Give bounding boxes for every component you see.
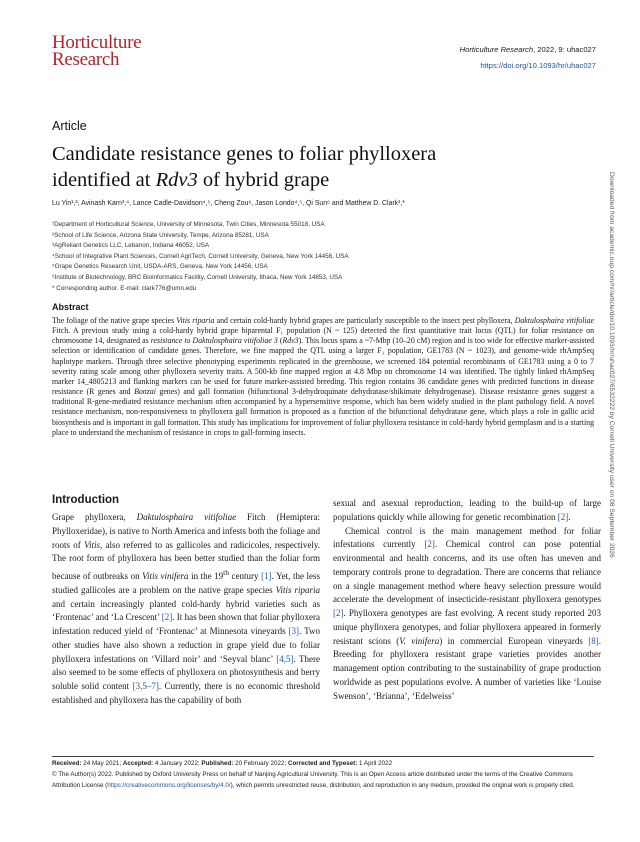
abstract-heading: Abstract xyxy=(52,302,89,312)
citation-link[interactable]: [2] xyxy=(557,511,569,522)
license-link[interactable]: https://creativecommons.org/licenses/by/4.0/ xyxy=(107,781,231,789)
article-title xyxy=(52,141,532,193)
affiliation-item: ³AgReliant Genetics LLC, Lebanon, Indiana 46052, USA xyxy=(52,242,210,250)
journal-volume: , 2022, 9: uhac027 xyxy=(533,45,596,54)
corresponding-author: * Corresponding author. E-mail: clark776@umn.edu xyxy=(52,284,197,292)
footer-divider xyxy=(52,756,594,757)
publication-dates: Received: 24 May 2021; Accepted: 4 January 2022; Published: 20 February 2022; Corrected and Typeset: 1 April 2022 xyxy=(52,760,393,767)
citation-link[interactable]: [4,5] xyxy=(276,653,294,664)
title-gene-name: Rdv3 xyxy=(155,169,198,191)
affiliation-item: ¹Department of Horticultural Science, University of Minnesota, Twin Cities, Minnesota 55018, USA xyxy=(52,221,325,228)
citation-link[interactable]: [8] xyxy=(588,635,599,646)
journal-logo xyxy=(52,34,141,68)
body-column-right xyxy=(333,497,601,703)
author-list: Lu Yin¹,², Avinash Karn³,⁴, Lance Cadle-Davidson⁴,⁵, Cheng Zou⁶, Jason Londo⁴,⁵, Qi Sun⁶ and Matthew D. Clark¹,* xyxy=(52,200,405,207)
logo-line-2: Research xyxy=(52,49,120,70)
citation-link[interactable]: [2] xyxy=(424,539,435,550)
download-watermark xyxy=(610,172,628,642)
affiliation-item: ⁵Grape Genetics Research Unit, USDA-ARS, Geneva, New York 14456, USA xyxy=(52,263,268,271)
article-type-label: Article xyxy=(52,119,87,133)
body-column-left xyxy=(52,511,320,708)
affiliation-item: ⁴School of Integrative Plant Sciences, Cornell AgriTech, Cornell University, Geneva, New York 14456, USA xyxy=(52,252,349,260)
paragraph: Grape phylloxera, Daktulosphaira vitifoliae Fitch (Hemiptera: Phylloxeridae), is native to North America and infests both the foliage and roots of Vitis, also referred to as gallicoles and radicicoles, respectively. The root form of phylloxera has been better studied than the foliar form because of outbreaks on Vitis vinifera in the 19th century [1]. Yet, the less studied gallicoles are a problem on the native grape species Vitis riparia and certain increasingly planted cold-hardy hybrid varieties such as ‘Frontenac’ and ‘La Crescent’ [2]. It has been shown that foliar phylloxera infestation reduced yield of ‘Frontenac’ at Minnesota vineyards [3]. Two other studies have also shown a reduction in grape yield due to foliar phylloxera infestations on ‘Villard noir’ and ‘Seyval blanc’ [4,5]. There also seemed to be some effects of phylloxera on photosynthesis and berry soluble solid content [3,5–7]. Currently, there is no economic threshold established and phylloxera has the capability of both xyxy=(52,512,321,705)
download-notice: Downloaded from academic.oup.com/hr/article/doi/10.1093/hr/uhac027/6532222 by Cornell University user on 08 September 2026 xyxy=(608,172,615,558)
paragraph: sexual and asexual reproduction, leading to the build-up of large populations quickly while allowing for genetic recombination [2]. xyxy=(333,498,601,522)
title-line-1: Candidate resistance genes to foliar phylloxera xyxy=(52,143,437,165)
citation-link[interactable]: [1] xyxy=(261,571,272,581)
title-text: identified at xyxy=(52,169,156,191)
journal-citation xyxy=(460,42,596,74)
copyright-notice: © The Author(s) 2022. Published by Oxford University Press on behalf of Nanjing Agricultural University. This is an Open Access article distributed under the terms of the Creative Commons Attribution License (https://creativecommons.org/licenses/by/4.0/), which permits unrestricted reuse, distribution, and reproduction in any medium, provided the original work is properly cited. xyxy=(52,771,575,789)
affiliation-item: ²School of Life Science, Arizona State University, Tempe, Arizona 85281, USA xyxy=(52,231,269,239)
logo-line-1: Horticulture xyxy=(52,32,142,53)
doi-link[interactable]: https://doi.org/10.1093/hr/uhac027 xyxy=(480,61,596,70)
paragraph: Chemical control is the main management method for foliar infestations currently [2]. Chemical control can pose potential environmental and health concerns, and its use often has uneven and temporary controls prone to degradation. There are concerns that reliance on a single management method where heavy selection pressure would accelerate the development of insecticide-resistant phylloxera genotypes [2]. Phylloxera genotypes are fast evolving. A recent study reported 203 unique phylloxera genotypes, and foliar phylloxera appeared in formerly resistant scions (V. vinifera) in commercial European vineyards [8]. Breeding for phylloxera resistant grape varieties provides another management option contributing to the sustainability of grape production worldwide as pest populations evolve. A number of varieties like ‘Louise Swenson’, ‘Brianna’, ‘Edelweiss’ xyxy=(333,525,601,701)
citation-link[interactable]: [2] xyxy=(333,608,344,618)
publication-footer xyxy=(52,759,594,791)
journal-name: Horticulture Research xyxy=(459,45,534,54)
citation-link[interactable]: [3,5–7] xyxy=(132,681,159,691)
affiliations xyxy=(52,220,592,294)
introduction-heading: Introduction xyxy=(52,494,120,506)
citation-link[interactable]: [3] xyxy=(288,626,300,636)
citation-link[interactable]: [2] xyxy=(161,612,173,623)
title-text-end: of hybrid grape xyxy=(197,169,330,191)
abstract-text: The foliage of the native grape species Vitis riparia and certain cold-hardy hybrid grapes are particularly susceptible to the insect pest phylloxera, Daktulosphaira vitifoliae Fitch. A previous study using a cold-hardy hybrid grape biparental F₁ population (N ~ 125) detected the first quantitative trait locus (QTL) for foliar resistance on chromosome 14, designated as resistance to Daktulosphaira vitifoliae 3 (Rdv3). This locus spans a ~7-Mbp (10–20 cM) region and is too wide for effective marker-assisted selection or identification of candidate genes. Therefore, we fine mapped the QTL using a larger F₁ population, GE1783 (N ~ 1023), and genome-wide rhAmpSeq haplotype markers. Through three selective phenotyping experiments replicated in the greenhouse, we screened 184 potential recombinants of GE1783 using a 0 to 7 severity rating scale among other phylloxera severity traits. A 500-kb fine mapped region at 4.8 Mbp on chromosome 14 was identified. The tightly linked rhAmpSeq marker 14_4805213 and flanking markers can be used for future marker-assisted breeding. This region contains 36 candidate genes with predicted functions in disease resistance (R genes and Bonzai genes) and gall formation (bifunctional 3-dehydroquinate dehydratase/shikimate dehydrogenase). Disease resistance genes suggest a traditional R-gene-mediated resistance mechanism often accompanied by a hypersensitive response, which has been widely studied in the plant pathology field. A novel resistance mechanism, non-responsiveness to phylloxera gall formation is proposed as a function of the bifunctional dehydratase gene, which plays a role in gallic acid biosynthesis and is important in gall formation. This study has implications for improvement of foliar phylloxera resistance in cold-hardy hybrid germplasm and is a starting place to understand the mechanism of resistance in crops to gall-forming insects. xyxy=(52,316,595,437)
affiliation-item: ⁶Institute of Biotechnology, BRC Bioinformatics Facility, Cornell University, Ithaca, New York 14853, USA xyxy=(52,273,343,281)
title-line-2 xyxy=(52,167,532,193)
